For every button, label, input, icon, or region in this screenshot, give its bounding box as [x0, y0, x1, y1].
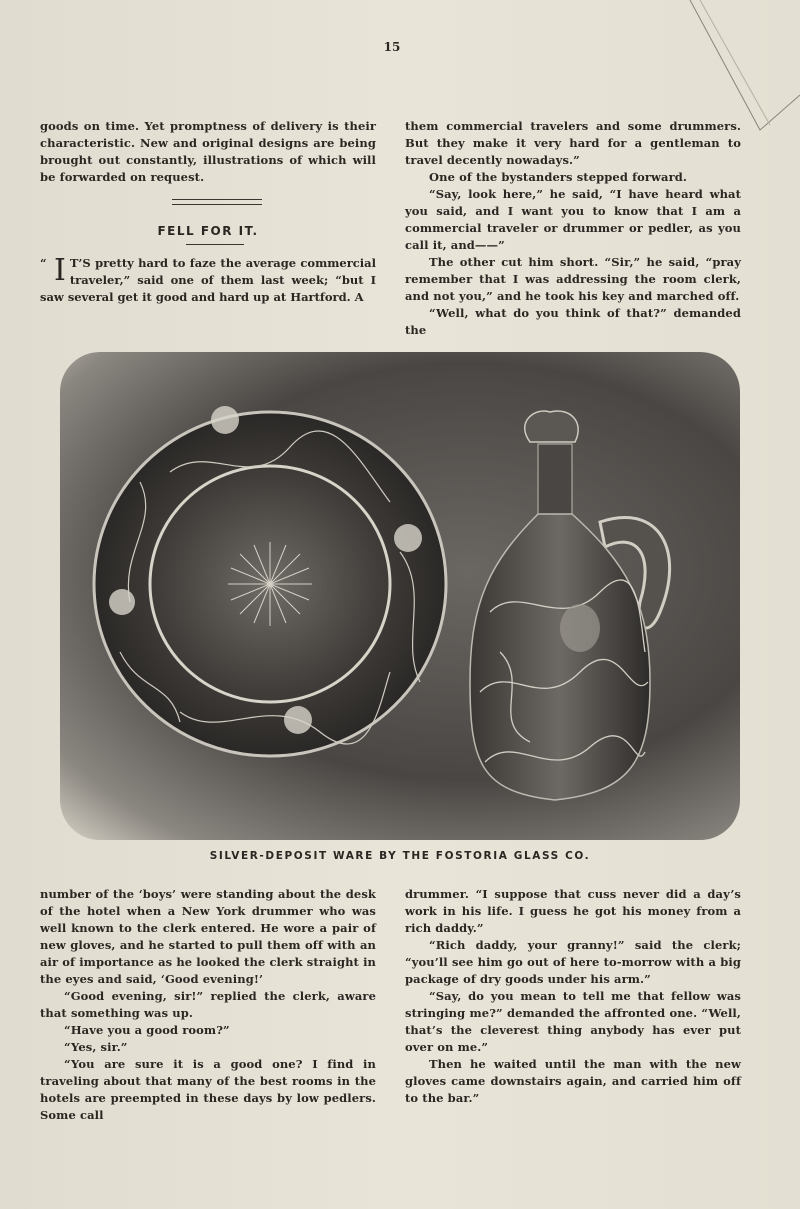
- paragraph: Then he waited until the man with the new gloves came downstairs again, and carried him off to the bar.”: [405, 1057, 741, 1105]
- lede-paragraph: [40, 255, 376, 306]
- paragraph: “Good evening, sir!” replied the clerk, aware that something was up.: [40, 989, 376, 1020]
- paragraph: drummer. “I suppose that cuss never did a day’s work in his life. I guess he got his money from a rich daddy.”: [405, 887, 741, 935]
- paragraph: “Rich daddy, your granny!” said the clerk; “you’ll see him go out of here to-morrow with a big package of dry goods under his arm.”: [405, 938, 741, 986]
- paragraph: number of the ‘boys’ were standing about the desk of the hotel when a New York drummer who was well known to the clerk entered. He wore a pair of new gloves, and he started to pull them off with an air of importance as he looked the clerk straight in the eyes and said, ‘Good evening!’: [40, 887, 376, 986]
- paragraph: “Well, what do you think of that?” demanded the: [405, 306, 741, 337]
- opening-quote: “: [40, 256, 47, 270]
- bottom-right-column: [405, 886, 741, 1107]
- paragraph: The other cut him short. “Sir,” he said, “pray remember that I was addressing the room clerk, and not you,” and he took his key and marched off.: [405, 255, 741, 303]
- plate: [94, 406, 446, 756]
- paragraph: them commercial travelers and some drummers. But they make it very hard for a gentleman to travel decently nowadays.”: [405, 119, 741, 167]
- paragraph: “Say, do you mean to tell me that fellow was stringing me?” demanded the affronted one. “Well, that’s the cleverest thing anybody has ever put over on me.”: [405, 989, 741, 1054]
- bottom-left-column: [40, 886, 376, 1124]
- lede-text: T’S pretty hard to faze the average commercial traveler,” said one of them last week; “but I saw several get it good and hard up at Hartford. A: [40, 256, 376, 304]
- paragraph: “Have you a good room?”: [64, 1023, 230, 1037]
- plate-and-decanter-illustration: [60, 352, 740, 840]
- decanter: [470, 411, 670, 800]
- paragraph: One of the bystanders stepped forward.: [429, 170, 688, 184]
- page-number: 15: [383, 40, 401, 54]
- top-left-column: [40, 118, 376, 186]
- paragraph: “Yes, sir.”: [64, 1040, 128, 1054]
- drop-cap: I: [54, 253, 66, 288]
- glassware-photograph: [60, 352, 740, 840]
- title-underline: [186, 244, 244, 245]
- section-divider: [172, 199, 262, 205]
- paragraph: goods on time. Yet promptness of delivery is their characteristic. New and original designs are being brought out constantly, illustrations of which will be forwarded on request.: [40, 119, 376, 184]
- star-cut-center: [228, 542, 312, 626]
- image-caption: SILVER-DEPOSIT WARE BY THE FOSTORIA GLASS CO.: [209, 850, 591, 862]
- top-right-column: [405, 118, 741, 339]
- section-title: FELL FOR IT.: [157, 224, 259, 238]
- paragraph: “You are sure it is a good one? I find in traveling about that many of the best rooms in the hotels are preempted in these days by low pedlers. Some call: [40, 1057, 376, 1122]
- paragraph: “Say, look here,” he said, “I have heard what you said, and I want you to know that I am a commercial traveler or drummer or pedler, as you call it, and——”: [405, 187, 741, 252]
